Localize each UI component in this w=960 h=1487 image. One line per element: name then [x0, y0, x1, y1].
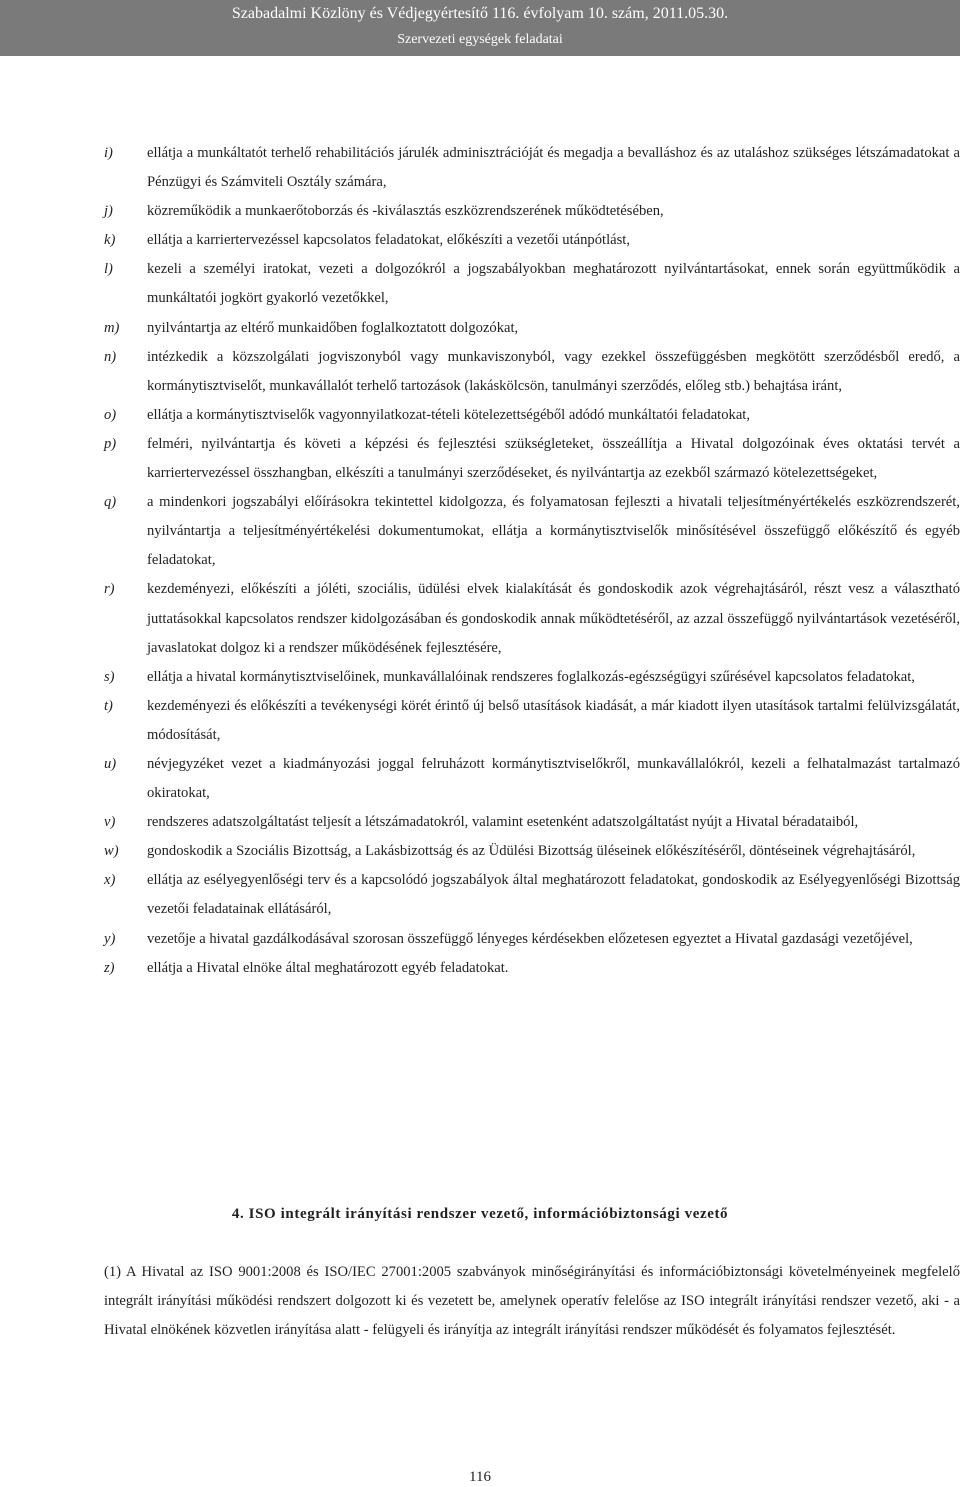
list-item-label: j)	[104, 203, 113, 220]
list-item-label: o)	[104, 406, 117, 423]
page-number: 116	[469, 1469, 491, 1485]
list-item-label: p)	[104, 435, 117, 452]
list-item	[104, 954, 960, 983]
list-item-label: u)	[104, 755, 117, 772]
list-item-text: ellátja a karriertervezéssel kapcsolatos feladatokat, előkészíti a vezetői utánpótlást,	[147, 232, 630, 249]
list-item-label: n)	[104, 348, 117, 365]
list-item	[104, 401, 960, 430]
list-item-text: ellátja a kormánytisztviselők vagyonnyilatkozat-tételi kötelezettségéből adódó munkáltatói feladatokat,	[147, 406, 751, 423]
list-item-text: gondoskodik a Szociális Bizottság, a Lakásbizottság és az Üdülési Bizottság üléseinek előkészítéséről, döntéseinek végrehajtásáról,	[147, 843, 916, 860]
list-item-text: vezetője a hivatal gazdálkodásával szorosan összefüggő lényeges kérdésekben előzetesen egyeztet a Hivatal gazdasági vezetőjével,	[147, 930, 913, 947]
list-item-text: kezdeményezi és előkészíti a tevékenységi körét érintő új belső utasítások kiadását, a már kiadott ilyen utasítások tartalmi felülvizsgálatát, módosítását,	[147, 697, 960, 743]
list-item	[104, 808, 960, 837]
list-item-text: rendszeres adatszolgáltatást teljesít a létszámadatokról, valamint esetenként adatszolgáltatást nyújt a Hivatal béradataiból,	[147, 814, 859, 831]
list-item	[104, 692, 960, 750]
list-item-label: z)	[104, 959, 115, 976]
list-item	[104, 314, 960, 343]
list-item	[104, 488, 960, 575]
page-header	[0, 0, 960, 56]
list-item	[104, 866, 960, 924]
list-item-label: l)	[104, 261, 113, 278]
list-item-label: q)	[104, 494, 117, 511]
list-item-label: s)	[104, 668, 115, 685]
list-item	[104, 575, 960, 662]
section-title: Szervezeti egységek feladatai	[397, 32, 563, 47]
list-item-label: t)	[104, 697, 113, 714]
body-paragraph: (1) A Hivatal az ISO 9001:2008 és ISO/IEC 27001:2005 szabványok minőségirányítási és információbiztonsági követelményeinek megfelelő integrált irányítási működési rendszert dolgozott ki és vezetett be, amelynek operatív felelőse az ISO integrált irányítási rendszer vezető, aki - a Hivatal elnökének közvetlen irányítása alatt - felügyeli és irányítja az integrált irányítási rendszer működését és folyamatos fejlesztését.	[104, 1264, 960, 1339]
list-item-text: felméri, nyilvántartja és követi a képzési és fejlesztési szükségleteket, összeállítja a Hivatal dolgozóinak éves oktatási tervét a karriertervezéssel összhangban, elkészíti a tanulmányi szerződéseket, és nyilvántartja az ezekből származó kötelezettségeket,	[147, 435, 960, 482]
list-item	[104, 197, 960, 226]
list-item-text: a mindenkori jogszabályi előírásokra tekintettel kidolgozza, és folyamatosan fejleszti a hivatali teljesítményértékelés eszközrendszerét, nyilvántartja a teljesítményértékelési dokumentumokat, ellátja a kormánytisztviselők minősítésével összefüggő előkészítő és egyéb feladatokat,	[147, 494, 960, 569]
list-item-text: kezdeményezi, előkészíti a jóléti, szociális, üdülési elvek kialakítását és gondoskodik azok végrehajtásáról, részt vesz a választható juttatásokkal kapcsolatos rendszer kidolgozásában és gondoskodik annak működtetéséről, az azzal összefüggő nyilvántartások vezetéséről, javaslatokat dolgoz ki a rendszer működésének fejlesztésére,	[147, 581, 960, 656]
list-item	[104, 139, 960, 197]
list-item-label: w)	[104, 843, 119, 860]
list-item-label: x)	[104, 872, 116, 889]
list-item-text: nyilvántartja az eltérő munkaidőben foglalkoztatott dolgozókat,	[147, 319, 519, 336]
list-item-label: i)	[104, 145, 113, 161]
list-item	[104, 226, 960, 255]
task-list	[104, 139, 960, 983]
list-item-text: közreműködik a munkaerőtoborzás és -kiválasztás eszközrendszerének működtetésében,	[147, 203, 664, 220]
list-item-text: ellátja a hivatal kormánytisztviselőinek, munkavállalóinak rendszeres foglalkozás-egészségügyi szűrésével kapcsolatos feladatokat,	[147, 668, 915, 685]
list-item	[104, 430, 960, 488]
list-item-label: k)	[104, 232, 116, 249]
list-item-label: v)	[104, 814, 116, 831]
list-item-label: r)	[104, 581, 115, 598]
list-item-text: ellátja az esélyegyenlőségi terv és a kapcsolódó jogszabályok által meghatározott feladatokat, gondoskodik az Esélyegyenlőségi Bizottság vezetői feladatainak ellátásáról,	[147, 872, 960, 918]
list-item-text: intézkedik a közszolgálati jogviszonyból vagy munkaviszonyból, vagy ezekkel összefüggésben megkötött szerződésből eredő, a kormánytisztviselőt, munkavállalót terhelő tartozások (lakáskölcsön, tanulmányi szerződés, előleg stb.) behajtása iránt,	[147, 348, 960, 394]
list-item	[104, 663, 960, 692]
list-item-text: névjegyzéket vezet a kiadmányozási joggal felruházott kormánytisztviselőkről, munkavállalókról, kezeli a felhatalmazást tartalmazó okiratokat,	[147, 755, 960, 802]
list-item-label: y)	[104, 930, 116, 947]
list-item-label: m)	[104, 319, 120, 336]
list-item	[104, 255, 960, 313]
list-item-text: ellátja a munkáltatót terhelő rehabilitációs járulék adminisztrációját és megadja a bevalláshoz és az utaláshoz szükséges létszámadatokat a Pénzügyi és Számviteli Osztály számára,	[147, 145, 960, 191]
list-item	[104, 837, 960, 866]
list-item-text: ellátja a Hivatal elnöke által meghatározott egyéb feladatokat.	[147, 959, 509, 976]
journal-title: Szabadalmi Közlöny és Védjegyértesítő 116. évfolyam 10. szám, 2011.05.30.	[231, 5, 729, 22]
list-item	[104, 343, 960, 401]
list-item-text: kezeli a személyi iratokat, vezeti a dolgozókról a jogszabályokban meghatározott nyilvántartásokat, ennek során együttműködik a munkáltatói jogkört gyakorló vezetőkkel,	[147, 261, 960, 307]
section-heading: 4. ISO integrált irányítási rendszer vezető, információbiztonsági vezető	[231, 1206, 729, 1222]
list-item	[104, 750, 960, 808]
list-item	[104, 925, 960, 954]
